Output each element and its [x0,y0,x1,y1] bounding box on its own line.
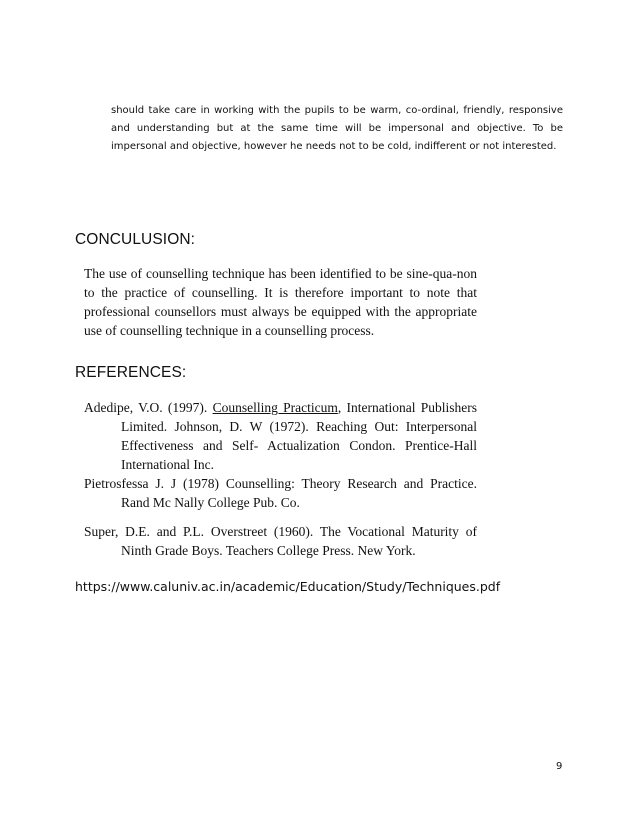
conclusion-paragraph: The use of counselling technique has been identified to be sine-qua-non to the practice of counselling. It is therefore important to note that professional counsellors must always be equipped with the appropriate use of counselling technique in a counselling process. [84,266,477,338]
reference-item-super: Super, D.E. and P.L. Overstreet (1960). The Vocational Maturity of Ninth Grade Boys. Teachers College Press. New York. [84,524,477,558]
reference-item-pietrosfessa: Pietrosfessa J. J (1978) Counselling: Theory Research and Practice. Rand Mc Nally College Pub. Co. [84,476,477,510]
reference-title-underlined: Counselling Practicum [212,400,338,415]
intro-paragraph: should take care in working with the pupils to be warm, co-ordinal, friendly, responsive and understanding but at the same time will be impersonal and objective. To be impersonal and objective, however he needs not to be cold, indifferent or not interested. [111,105,563,152]
references-heading: REFERENCES: [75,364,187,381]
reference-text: , International Publishers Limited. Johnson, D. W (1972). Reaching Out: Interpersonal Effectiveness and Self- Actualization Condon. Prentice-Hall International Inc. [121,400,477,472]
reference-item-adedipe [84,398,477,474]
page-number: 9 [556,761,563,772]
reference-text: Adedipe, V.O. (1997). [84,400,213,415]
conclusion-heading: CONCULUSION: [75,231,196,248]
source-url[interactable]: https://www.caluniv.ac.in/academic/Education/Study/Techniques.pdf [75,579,501,594]
